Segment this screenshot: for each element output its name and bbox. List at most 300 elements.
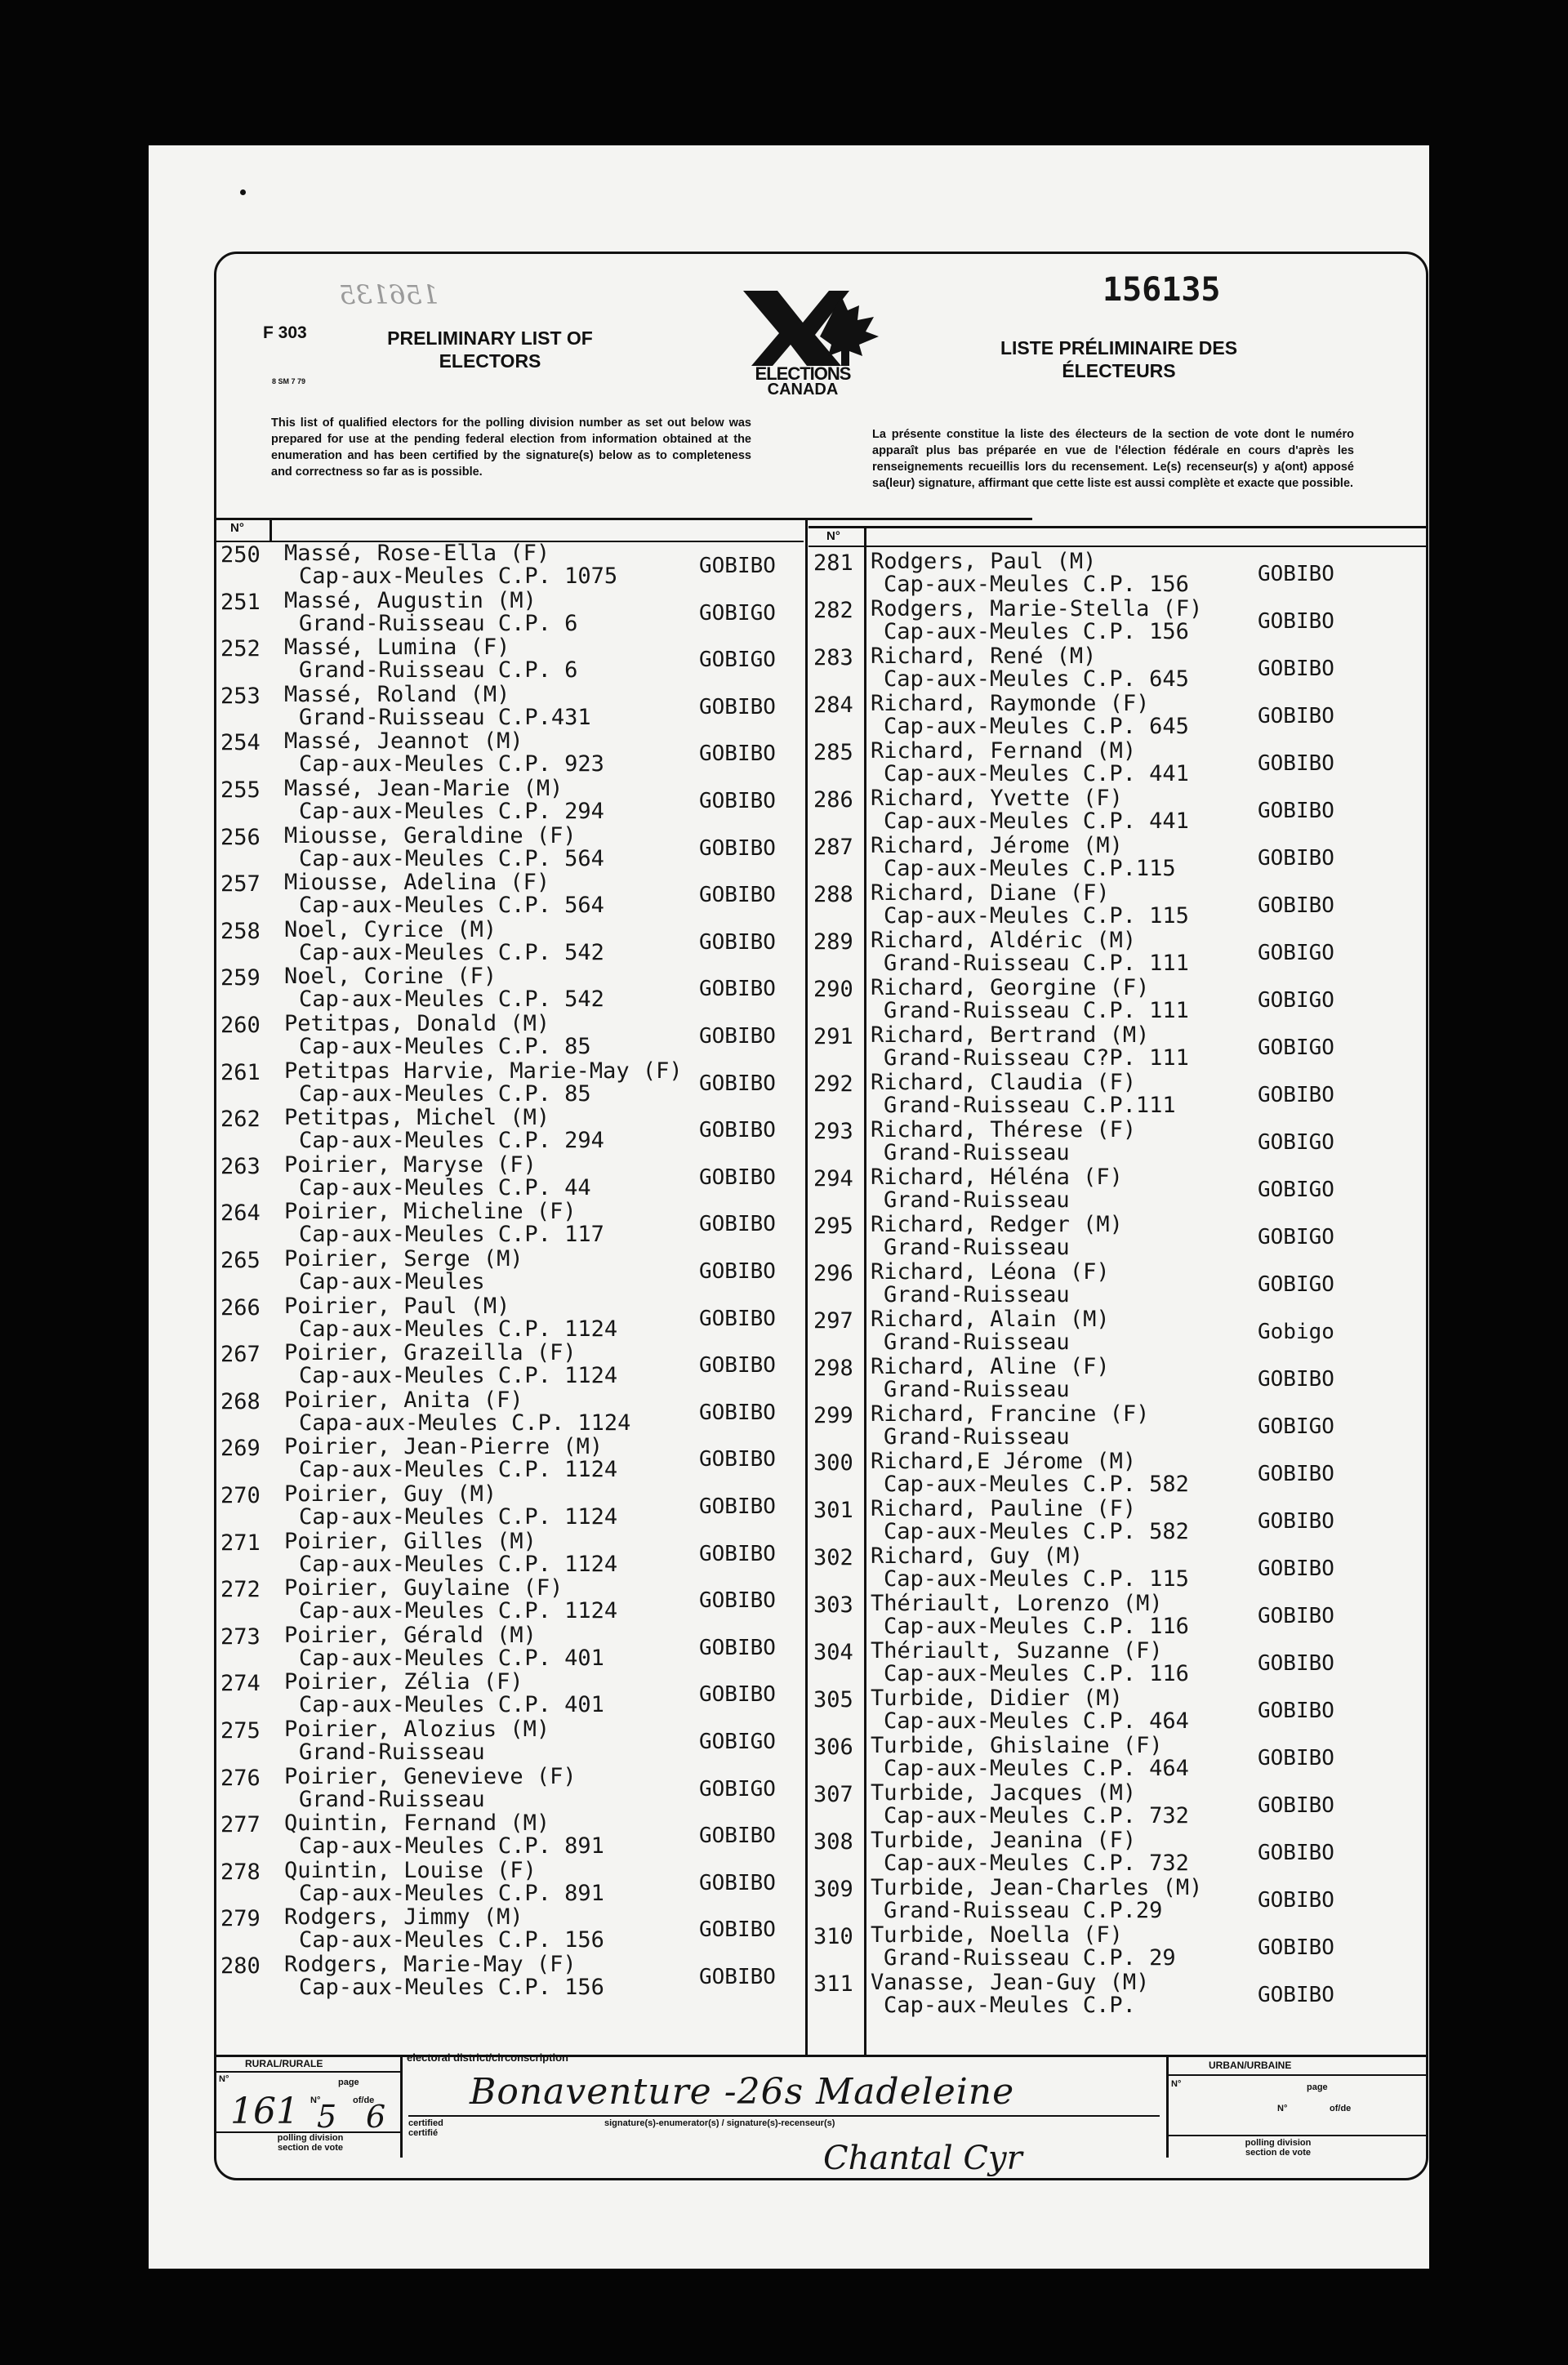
elector-num: 268 [220, 1388, 261, 1414]
elector-addr: Cap-aux-Meules C.P. 85 [299, 1034, 591, 1059]
elections-canada-logo [719, 286, 887, 400]
footer-left-vert [400, 2055, 403, 2158]
elector-addr: Cap-aux-Meules [299, 1269, 485, 1294]
elector-name: Poirier, Grazeilla (F) [284, 1340, 577, 1366]
elector-addr: Cap-aux-Meules C.P. 44 [299, 1174, 591, 1200]
right-number-divider [864, 528, 866, 2055]
elector-addr: Cap-aux-Meules C.P.115 [884, 856, 1176, 881]
rural-polling-label [245, 2133, 376, 2153]
elector-name: Poirier, Guylaine (F) [284, 1575, 564, 1601]
elector-addr: Grand-Ruisseau [884, 1140, 1070, 1165]
urban-page-no-label: N° [1277, 2104, 1288, 2113]
elector-addr: Cap-aux-Meules C.P. 1124 [299, 1457, 618, 1483]
elector-name: Richard, Léona (F) [871, 1259, 1110, 1285]
no-header-left: N° [230, 521, 244, 535]
elector-name: Noel, Cyrice (M) [284, 916, 497, 942]
elector-addr: Cap-aux-Meules C.P. 294 [299, 1128, 604, 1154]
intro-en: This list of qualified electors for the polling division number as set out below was prepared for use at the pending federal election from information obtained at the enumeration and has been certified by the signature(s) below as to completeness and correctness so far as is possible. [271, 416, 751, 479]
elector-name: Richard, Yvette (F) [871, 786, 1123, 811]
elector-name: Richard, Bertrand (M) [871, 1022, 1150, 1048]
elector-code: GOBIBO [1258, 893, 1334, 918]
title-fr-line2: ÉLECTEURS [1062, 360, 1176, 381]
handwritten-page-no: 5 [317, 2099, 337, 2135]
elector-name: Richard, Guy (M) [871, 1543, 1084, 1569]
elector-code: GOBIGO [1258, 1130, 1334, 1155]
elector-code: GOBIBO [699, 1682, 776, 1708]
elector-num: 258 [220, 918, 261, 944]
elector-addr: Grand-Ruisseau C.P.29 [884, 1898, 1163, 1923]
elector-name: Richard, Aline (F) [871, 1354, 1110, 1379]
elector-addr: Grand-Ruisseau [299, 1786, 485, 1812]
elector-num: 250 [220, 542, 261, 568]
elector-name: Vanasse, Jean-Guy (M) [871, 1970, 1150, 1995]
elector-addr: Cap-aux-Meules C.P. 582 [884, 1472, 1189, 1497]
logo-text-line1: ELECTIONS [755, 363, 851, 384]
elector-addr: Cap-aux-Meules C.P. 564 [299, 893, 604, 919]
elector-name: Rodgers, Marie-May (F) [284, 1952, 577, 1977]
elector-code: GOBIBO [699, 929, 776, 955]
elector-num: 309 [813, 1877, 853, 1902]
elector-addr: Cap-aux-Meules C.P. 464 [884, 1708, 1189, 1734]
elector-code: GOBIBO [699, 1965, 776, 1989]
elector-code: GOBIBO [699, 1588, 776, 1614]
elector-code: GOBIBO [1258, 1793, 1334, 1818]
elector-code: GOBIBO [1258, 799, 1334, 823]
elector-addr: Grand-Ruisseau [884, 1377, 1070, 1402]
footer-urban-rule [1168, 2074, 1428, 2076]
elector-name: Richard, Pauline (F) [871, 1496, 1137, 1521]
logo-text-line2: CANADA [767, 381, 839, 399]
elector-num: 294 [813, 1166, 853, 1191]
elector-addr: Capa-aux-Meules C.P. 1124 [299, 1410, 631, 1436]
elector-name: Petitpas Harvie, Marie-May (F) [284, 1058, 683, 1084]
elector-addr: Cap-aux-Meules C.P. 85 [299, 1080, 591, 1107]
footer-bottom-right-rule [1168, 2135, 1428, 2136]
elector-num: 279 [220, 1906, 261, 1932]
elector-num: 278 [220, 1859, 261, 1885]
elector-num: 307 [813, 1782, 853, 1807]
elector-addr: Grand-Ruisseau C.P. 111 [884, 951, 1189, 976]
elector-addr: Grand-Ruisseau [884, 1187, 1070, 1213]
elector-num: 282 [813, 598, 853, 623]
signature-label: signature(s)-enumerator(s) / signature(s)-recenseur(s) [604, 2118, 835, 2128]
elector-num: 273 [220, 1623, 261, 1650]
elector-num: 260 [220, 1013, 261, 1038]
elector-code: GOBIBO [699, 1024, 776, 1049]
elector-addr: Grand-Ruisseau C.P. 6 [299, 657, 578, 684]
elector-num: 296 [813, 1261, 853, 1286]
form-sub: 8 SM 7 79 [272, 377, 306, 385]
elector-num: 275 [220, 1718, 261, 1744]
handwritten-page-of: 6 [366, 2099, 386, 2135]
elector-addr: Cap-aux-Meules C.P. 401 [299, 1692, 604, 1718]
elector-code: GOBIBO [1258, 1888, 1334, 1913]
elector-code: GOBIBO [1258, 704, 1334, 728]
elector-num: 310 [813, 1924, 853, 1949]
elector-addr: Cap-aux-Meules C.P. 891 [299, 1880, 604, 1906]
title-en-line1: PRELIMINARY LIST OF [387, 327, 593, 349]
urban-no-label: N° [1171, 2079, 1182, 2089]
elector-code: GOBIGO [699, 648, 776, 673]
elector-addr: Cap-aux-Meules C.P. 115 [884, 903, 1189, 929]
elector-num: 256 [220, 824, 261, 850]
elector-num: 286 [813, 787, 853, 813]
elector-code: GOBIBO [1258, 1462, 1334, 1486]
form-code: F 303 [263, 323, 307, 342]
elector-num: 306 [813, 1735, 853, 1760]
elector-addr: Cap-aux-Meules C.P. 156 [299, 1975, 604, 2000]
elector-code: GOBIBO [699, 554, 776, 578]
elector-name: Richard, Francine (F) [871, 1401, 1150, 1427]
elector-code: GOBIBO [1258, 751, 1334, 776]
elector-num: 274 [220, 1671, 261, 1697]
elector-addr: Cap-aux-Meules C.P. 401 [299, 1645, 604, 1671]
elector-code: GOBIGO [699, 1776, 776, 1802]
title-fr-line1: LISTE PRÉLIMINAIRE DES [1000, 337, 1238, 359]
elector-name: Poirier, Gérald (M) [284, 1622, 537, 1648]
elector-addr: Grand-Ruisseau [884, 1424, 1070, 1450]
elector-num: 299 [813, 1403, 853, 1428]
footer-right-vert [1166, 2055, 1169, 2158]
elector-name: Richard, René (M) [871, 644, 1097, 669]
elector-num: 251 [220, 589, 261, 615]
elector-code: GOBIBO [1258, 1651, 1334, 1676]
elector-num: 292 [813, 1071, 853, 1097]
elector-name: Thériault, Lorenzo (M) [871, 1591, 1163, 1616]
intro-fr: La présente constitue la liste des électeurs de la section de vote dont le numéro apparaît plus bas préparée en vue de l'élection fédérale en cours d'après les renseignements recueillis lors du recensement. Le(s) recenseur(s) y a(ont) apposé sa(leur) signature, affirmant que cette liste est aussi complète et exacte que possible. [872, 428, 1354, 490]
left-number-divider [270, 518, 272, 542]
title-en-line2: ELECTORS [439, 350, 541, 372]
elector-name: Richard, Redger (M) [871, 1212, 1123, 1237]
elector-addr: Grand-Ruisseau C.P. 29 [884, 1945, 1176, 1971]
elector-num: 289 [813, 929, 853, 955]
rural-label: RURAL/RURALE [245, 2058, 323, 2069]
urban-polling-label [1213, 2138, 1343, 2158]
elector-code: GOBIBO [699, 1259, 776, 1284]
rural-no-label: N° [219, 2074, 229, 2084]
elector-code: GOBIBO [699, 694, 776, 719]
elector-code: GOBIBO [1258, 1983, 1334, 2007]
handwritten-district: Bonaventure -26s Madeleine [470, 2071, 1015, 2113]
elector-addr: Grand-Ruisseau C.P. 111 [884, 998, 1189, 1023]
rural-page-label: page [338, 2078, 359, 2087]
no-header-rule-right [808, 546, 1427, 547]
elector-name: Turbide, Jean-Charles (M) [871, 1875, 1203, 1900]
elector-code: GOBIBO [699, 1165, 776, 1190]
elector-num: 263 [220, 1153, 261, 1179]
elector-addr: Cap-aux-Meules C.P. 294 [299, 799, 604, 824]
elector-num: 253 [220, 683, 261, 709]
elector-num: 298 [813, 1356, 853, 1381]
elector-code: GOBIGO [1258, 1225, 1334, 1249]
elector-name: Massé, Roland (M) [284, 681, 510, 707]
elector-name: Massé, Augustin (M) [284, 587, 537, 613]
elector-addr: Cap-aux-Meules C.P. 891 [299, 1833, 604, 1859]
elector-code: GOBIBO [1258, 846, 1334, 871]
elector-addr: Cap-aux-Meules C.P. [884, 1993, 1136, 2018]
elector-name: Turbide, Jacques (M) [871, 1780, 1137, 1806]
elector-code: GOBIBO [699, 1306, 776, 1331]
elector-num: 290 [813, 977, 853, 1002]
punch-mark [240, 189, 246, 195]
elector-num: 285 [813, 740, 853, 765]
no-header-right: N° [826, 529, 840, 543]
elector-addr: Cap-aux-Meules C.P. 1124 [299, 1504, 618, 1530]
rural-page-no-label: N° [310, 2096, 321, 2105]
elector-num: 305 [813, 1687, 853, 1713]
elector-name: Richard, Raymonde (F) [871, 691, 1150, 716]
elector-addr: Cap-aux-Meules C.P. 441 [884, 761, 1189, 786]
elector-name: Turbide, Ghislaine (F) [871, 1733, 1163, 1758]
elector-num: 261 [220, 1059, 261, 1085]
serial-number: 156135 [1102, 271, 1221, 309]
elector-num: 297 [813, 1308, 853, 1334]
elector-name: Richard, Claudia (F) [871, 1070, 1137, 1095]
table-top-left-rule [216, 518, 1032, 520]
elector-addr: Cap-aux-Meules C.P. 115 [884, 1566, 1189, 1592]
elector-code: GOBIBO [699, 1917, 776, 1943]
certified-label-fr: certifié [408, 2128, 439, 2138]
elector-addr: Grand-Ruisseau [299, 1739, 485, 1765]
elector-addr: Cap-aux-Meules C.P. 1124 [299, 1598, 618, 1624]
elector-num: 267 [220, 1342, 261, 1368]
district-label: electoral district/circonscription [407, 2051, 568, 2064]
elector-code: GOBIBO [1258, 1557, 1334, 1581]
elector-num: 257 [220, 871, 261, 897]
elector-num: 311 [813, 1971, 853, 1997]
elector-name: Miousse, Adelina (F) [284, 870, 550, 896]
elector-addr: Cap-aux-Meules C.P. 116 [884, 1661, 1189, 1686]
elector-addr: Cap-aux-Meules C.P. 1124 [299, 1363, 618, 1389]
elector-num: 304 [813, 1640, 853, 1665]
elector-code: GOBIBO [1258, 1935, 1334, 1960]
elector-name: Richard, Aldéric (M) [871, 928, 1137, 953]
elector-name: Poirier, Guy (M) [284, 1481, 497, 1507]
elector-addr: Cap-aux-Meules C.P. 116 [884, 1614, 1189, 1639]
elector-addr: Cap-aux-Meules C.P. 464 [884, 1756, 1189, 1781]
elector-name: Poirier, Alozius (M) [284, 1717, 550, 1742]
elector-code: GOBIGO [699, 1730, 776, 1754]
handwritten-division: 161 [230, 2091, 299, 2132]
urban-of-label: of/de [1330, 2104, 1352, 2113]
elector-code: GOBIBO [1258, 1509, 1334, 1534]
elector-addr: Grand-Ruisseau C.P. 6 [299, 610, 578, 636]
elector-num: 295 [813, 1214, 853, 1239]
elector-num: 252 [220, 636, 261, 662]
elector-code: GOBIBO [699, 742, 776, 767]
elector-addr: Cap-aux-Meules C.P. 156 [299, 1927, 604, 1953]
elector-num: 284 [813, 693, 853, 718]
elector-code: GOBIGO [1258, 1272, 1334, 1297]
elector-num: 288 [813, 882, 853, 907]
elector-name: Richard, Georgine (F) [871, 975, 1150, 1000]
elector-name: Richard, Fernand (M) [871, 738, 1137, 764]
elector-addr: Cap-aux-Meules C.P. 1075 [299, 563, 618, 589]
elector-code: GOBIBO [1258, 1083, 1334, 1107]
elector-code: GOBIBO [699, 1212, 776, 1237]
elector-code: GOBIBO [1258, 1746, 1334, 1770]
elector-num: 269 [220, 1436, 261, 1462]
elector-name: Richard,E Jérome (M) [871, 1449, 1137, 1474]
footer-rural-rule [216, 2071, 402, 2073]
elector-code: GOBIGO [1258, 1178, 1334, 1202]
elector-name: Poirier, Paul (M) [284, 1293, 510, 1319]
elector-code: GOBIBO [699, 1541, 776, 1566]
elector-addr: Cap-aux-Meules C.P. 732 [884, 1803, 1189, 1828]
elector-num: 254 [220, 730, 261, 756]
certified-label-en: certified [408, 2118, 443, 2128]
elector-addr: Cap-aux-Meules C.P. 1124 [299, 1551, 618, 1577]
title-en [384, 327, 596, 372]
elector-num: 271 [220, 1530, 261, 1556]
elector-num: 259 [220, 965, 261, 991]
elector-addr: Cap-aux-Meules C.P. 156 [884, 619, 1189, 644]
elector-name: Miousse, Geraldine (F) [284, 822, 577, 848]
elector-num: 302 [813, 1545, 853, 1570]
elector-name: Noel, Corine (F) [284, 964, 497, 990]
elector-name: Massé, Jean-Marie (M) [284, 776, 564, 801]
elector-name: Poirier, Maryse (F) [284, 1151, 537, 1178]
elector-addr: Cap-aux-Meules C.P. 117 [299, 1222, 604, 1248]
elector-name: Quintin, Fernand (M) [284, 1810, 550, 1837]
faded-serial-stamp: 156135 [339, 279, 439, 310]
elector-code: GOBIBO [699, 1118, 776, 1143]
elector-name: Massé, Lumina (F) [284, 635, 510, 661]
elector-code: GOBIBO [699, 977, 776, 1002]
urban-label: URBAN/URBAINE [1209, 2060, 1292, 2071]
polling-label-fr: section de vote [277, 2143, 344, 2153]
elector-code: GOBIBO [699, 1494, 776, 1519]
elector-num: 272 [220, 1577, 261, 1603]
elector-num: 301 [813, 1498, 853, 1523]
elector-name: Petitpas, Donald (M) [284, 1011, 550, 1036]
elector-num: 277 [220, 1812, 261, 1838]
elector-num: 293 [813, 1119, 853, 1144]
elector-code: GOBIGO [1258, 1414, 1334, 1439]
elector-name: Turbide, Noella (F) [871, 1922, 1123, 1948]
elector-code: GOBIBO [699, 883, 776, 908]
elector-name: Poirier, Genevieve (F) [284, 1763, 577, 1789]
elector-num: 308 [813, 1829, 853, 1855]
elector-code: GOBIBO [1258, 1367, 1334, 1392]
elector-code: GOBIBO [1258, 1841, 1334, 1865]
elector-name: Poirier, Micheline (F) [284, 1199, 577, 1225]
elector-num: 264 [220, 1200, 261, 1227]
table-top-right-rule [808, 526, 1427, 528]
elector-name: Poirier, Anita (F) [284, 1387, 523, 1413]
elector-name: Poirier, Serge (M) [284, 1246, 523, 1272]
elector-addr: Grand-Ruisseau C?P. 111 [884, 1045, 1189, 1071]
elector-code: GOBIBO [1258, 1699, 1334, 1723]
elector-name: Massé, Jeannot (M) [284, 728, 523, 755]
elector-addr: Cap-aux-Meules C.P. 923 [299, 751, 604, 777]
urban-polling-label-en: polling division [1245, 2138, 1312, 2148]
elector-addr: Grand-Ruisseau C.P.111 [884, 1093, 1176, 1118]
elector-code: GOBIBO [1258, 609, 1334, 634]
footer-top-rule [216, 2055, 1428, 2057]
urban-page-label: page [1307, 2082, 1328, 2092]
elector-addr: Cap-aux-Meules C.P. 582 [884, 1519, 1189, 1544]
elector-code: GOBIBO [699, 1870, 776, 1895]
elector-num: 300 [813, 1450, 853, 1476]
certified-label [408, 2118, 443, 2138]
elector-name: Turbide, Didier (M) [871, 1686, 1123, 1711]
elector-name: Richard, Diane (F) [871, 880, 1110, 906]
elector-name: Richard, Thérese (F) [871, 1117, 1137, 1142]
elector-code: GOBIBO [699, 1400, 776, 1425]
elector-num: 283 [813, 645, 853, 670]
elector-name: Poirier, Jean-Pierre (M) [284, 1434, 604, 1460]
elector-addr: Cap-aux-Meules C.P. 645 [884, 714, 1189, 739]
elector-name: Poirier, Gilles (M) [284, 1528, 537, 1554]
elector-num: 291 [813, 1024, 853, 1049]
elector-num: 255 [220, 777, 261, 803]
elector-addr: Grand-Ruisseau [884, 1329, 1070, 1355]
elector-name: Rodgers, Paul (M) [871, 549, 1097, 574]
elector-addr: Cap-aux-Meules C.P. 645 [884, 666, 1189, 692]
polling-label-en: polling division [277, 2133, 344, 2143]
elector-code: GOBIBO [1258, 1604, 1334, 1628]
elector-name: Richard, Alain (M) [871, 1307, 1110, 1332]
elector-addr: Cap-aux-Meules C.P. 156 [884, 572, 1189, 597]
elector-num: 303 [813, 1592, 853, 1618]
elector-code: GOBIGO [1258, 988, 1334, 1013]
elector-addr: Cap-aux-Meules C.P. 441 [884, 808, 1189, 834]
elector-addr: Cap-aux-Meules C.P. 564 [299, 845, 604, 871]
elector-num: 281 [813, 550, 853, 576]
elector-code: GOBIBO [699, 1071, 776, 1096]
title-fr [964, 336, 1274, 382]
elector-num: 287 [813, 835, 853, 860]
rural-of-label: of/de [353, 2096, 375, 2105]
elector-code: GOBIBO [699, 1824, 776, 1849]
elector-addr: Cap-aux-Meules C.P. 542 [299, 987, 604, 1013]
elector-name: Massé, Rose-Ella (F) [284, 541, 550, 566]
urban-polling-label-fr: section de vote [1245, 2148, 1312, 2158]
elector-code: GOBIBO [699, 789, 776, 813]
elector-code: GOBIBO [699, 1635, 776, 1660]
elector-addr: Grand-Ruisseau [884, 1235, 1070, 1260]
elector-name: Turbide, Jeanina (F) [871, 1828, 1137, 1853]
elector-num: 262 [220, 1107, 261, 1133]
elector-code: GOBIGO [1258, 941, 1334, 965]
signature-rule [408, 2115, 1160, 2117]
elector-code: GOBIBO [1258, 657, 1334, 681]
elector-addr: Cap-aux-Meules C.P. 542 [299, 939, 604, 965]
elector-name: Quintin, Louise (F) [284, 1857, 537, 1883]
handwritten-signature: Chantal Cyr [823, 2140, 1022, 2177]
elector-num: 266 [220, 1294, 261, 1321]
elector-code: GOBIBO [699, 1447, 776, 1472]
elector-name: Rodgers, Jimmy (M) [284, 1904, 523, 1931]
elector-name: Thériault, Suzanne (F) [871, 1638, 1163, 1664]
elector-num: 270 [220, 1483, 261, 1508]
elector-code: GOBIBO [699, 1353, 776, 1378]
elector-code: Gobigo [1258, 1320, 1334, 1344]
center-divider [805, 518, 808, 2055]
elector-name: Poirier, Zélia (F) [284, 1669, 523, 1695]
elector-name: Rodgers, Marie-Stella (F) [871, 596, 1203, 621]
elector-addr: Cap-aux-Meules C.P. 732 [884, 1851, 1189, 1876]
elector-addr: Grand-Ruisseau C.P.431 [299, 704, 591, 730]
elector-code: GOBIBO [1258, 562, 1334, 586]
elector-code: GOBIGO [1258, 1036, 1334, 1060]
elector-code: GOBIBO [699, 835, 776, 861]
elector-addr: Grand-Ruisseau [884, 1282, 1070, 1307]
elector-name: Richard, Héléna (F) [871, 1165, 1123, 1190]
elector-addr: Cap-aux-Meules C.P. 1124 [299, 1316, 618, 1342]
elector-num: 280 [220, 1953, 261, 1979]
